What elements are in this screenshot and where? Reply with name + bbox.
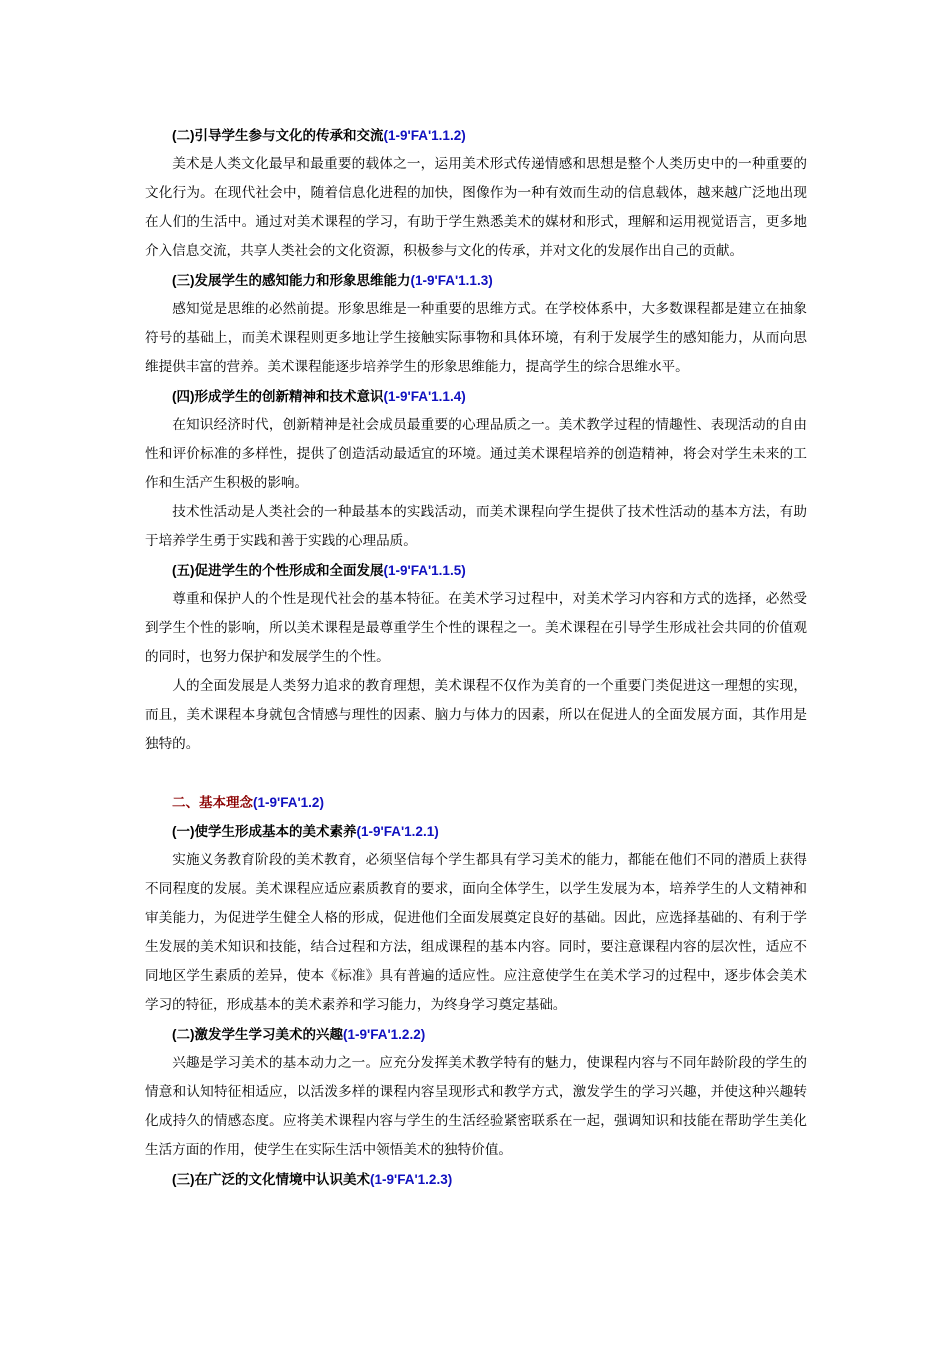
heading-code: (1-9'FA'1.1.3)	[410, 273, 493, 288]
body-paragraph: 实施义务教育阶段的美术教育，必须坚信每个学生都具有学习美术的能力，都能在他们不同的潜质上获得不同程度的发展。美术课程应适应素质教育的要求，面向全体学生，以学生发展为本，培养学生的人文精神和审美能力，为促进学生健全人格的形成，促进他们全面发展奠定良好的基础。因此，应选择基础的、有利于学生发展的美术知识和技能，结合过程和方法，组成课程的基本内容。同时，要注意课程内容的层次性，适应不同地区学生素质的差异，使本《标准》具有普遍的适应性。应注意使学生在美术学习的过程中，逐步体会美术学习的特征，形成基本的美术素养和学习能力，为终身学习奠定基础。	[145, 852, 807, 1013]
body-paragraph: 人的全面发展是人类努力追求的教育理想，美术课程不仅作为美育的一个重要门类促进这一理想的实现，而且，美术课程本身就包含情感与理性的因素、脑力与体力的因素，所以在促进人的全面发展方面，其作用是独特的。	[145, 678, 807, 752]
body-paragraph: 兴趣是学习美术的基本动力之一。应充分发挥美术教学特有的魅力，使课程内容与不同年龄阶段的学生的情意和认知特征相适应，以活泼多样的课程内容呈现形式和教学方式，激发学生的学习兴趣，并使这种兴趣转化成持久的情感态度。应将美术课程内容与学生的生活经验紧密联系在一起，强调知识和技能在帮助学生美化生活方面的作用，使学生在实际生活中领悟美术的独特价值。	[145, 1055, 807, 1158]
heading-text: (三)在广泛的文化情境中认识美术	[172, 1172, 370, 1187]
subsection-heading	[145, 1165, 807, 1194]
heading-text: (四)形成学生的创新精神和技术意识	[172, 389, 384, 404]
heading-code: (1-9'FA'1.2.1)	[356, 824, 439, 839]
subsection-heading	[145, 266, 807, 295]
heading-text: 二、基本理念	[172, 795, 253, 810]
body-paragraph: 感知觉是思维的必然前提。形象思维是一种重要的思维方式。在学校体系中，大多数课程都是建立在抽象符号的基础上，而美术课程则更多地让学生接触实际事物和具体环境，有利于发展学生的感知能力，从而向思维提供丰富的营养。美术课程能逐步培养学生的形象思维能力，提高学生的综合思维水平。	[145, 301, 807, 375]
heading-text: (五)促进学生的个性形成和全面发展	[172, 563, 384, 578]
heading-text: (一)使学生形成基本的美术素养	[172, 824, 357, 839]
heading-text: (二)引导学生参与文化的传承和交流	[172, 128, 384, 143]
heading-code: (1-9'FA'1.2)	[253, 795, 324, 810]
section-heading	[145, 788, 807, 817]
body-paragraph: 技术性活动是人类社会的一种最基本的实践活动，而美术课程向学生提供了技术性活动的基本方法，有助于培养学生勇于实践和善于实践的心理品质。	[145, 504, 807, 549]
heading-code: (1-9'FA'1.2.2)	[343, 1027, 426, 1042]
heading-code: (1-9'FA'1.2.3)	[370, 1172, 453, 1187]
body-paragraph: 在知识经济时代，创新精神是社会成员最重要的心理品质之一。美术教学过程的情趣性、表现活动的自由性和评价标准的多样性，提供了创造活动最适宜的环境。通过美术课程培养的创造精神，将会对学生未来的工作和生活产生积极的影响。	[145, 417, 807, 491]
subsection-heading	[145, 121, 807, 150]
subsection-heading	[145, 1020, 807, 1049]
body-paragraph: 美术是人类文化最早和最重要的载体之一，运用美术形式传递情感和思想是整个人类历史中的一种重要的文化行为。在现代社会中，随着信息化进程的加快，图像作为一种有效而生动的信息载体，越来越广泛地出现在人们的生活中。通过对美术课程的学习，有助于学生熟悉美术的媒材和形式，理解和运用视觉语言，更多地介入信息交流，共享人类社会的文化资源，积极参与文化的传承，并对文化的发展作出自己的贡献。	[145, 156, 807, 259]
heading-code: (1-9'FA'1.1.2)	[383, 128, 466, 143]
section-gap	[145, 759, 807, 788]
document-page	[145, 121, 807, 1194]
heading-code: (1-9'FA'1.1.5)	[383, 563, 466, 578]
heading-text: (二)激发学生学习美术的兴趣	[172, 1027, 343, 1042]
heading-text: (三)发展学生的感知能力和形象思维能力	[172, 273, 411, 288]
heading-code: (1-9'FA'1.1.4)	[383, 389, 466, 404]
body-paragraph: 尊重和保护人的个性是现代社会的基本特征。在美术学习过程中，对美术学习内容和方式的选择，必然受到学生个性的影响，所以美术课程是最尊重学生个性的课程之一。美术课程在引导学生形成社会共同的价值观的同时，也努力保护和发展学生的个性。	[145, 591, 807, 665]
subsection-heading	[145, 382, 807, 411]
subsection-heading	[145, 556, 807, 585]
subsection-heading	[145, 817, 807, 846]
